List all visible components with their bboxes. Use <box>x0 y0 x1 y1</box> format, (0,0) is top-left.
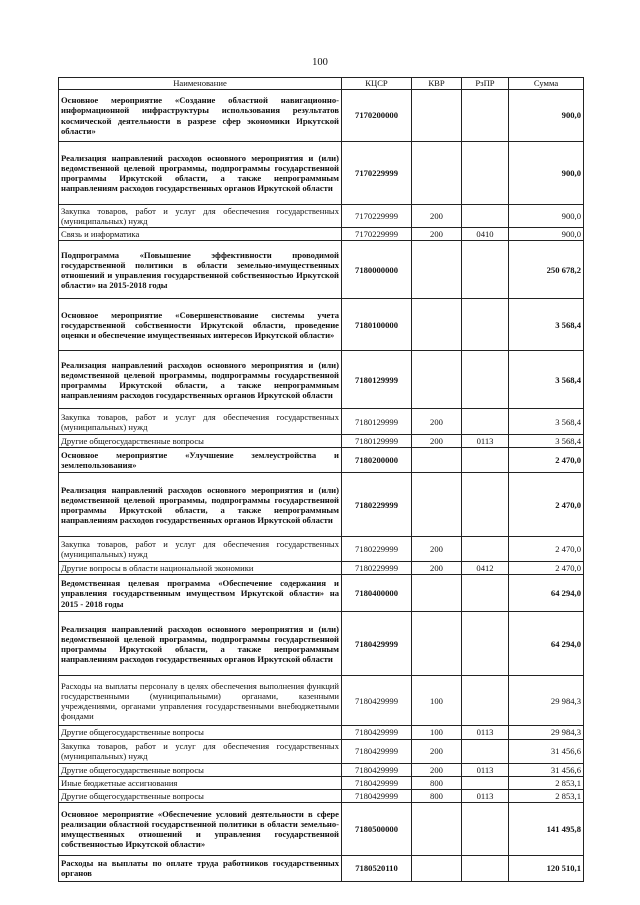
cell-sum: 2 853,1 <box>509 789 584 802</box>
cell-kvr <box>412 299 462 351</box>
cell-code: 7180429999 <box>342 776 412 789</box>
cell-name: Основное мероприятие «Обеспечение условий деятельности в сфере реализации областной государственной политики в области земельно-имущественных отношений и управления государственной собственностью Иркутской области» <box>59 802 342 855</box>
cell-name: Закупка товаров, работ и услуг для обеспечения государственных (муниципальных) нужд <box>59 537 342 562</box>
cell-kvr: 200 <box>412 228 462 241</box>
cell-rzpr <box>462 776 509 789</box>
cell-kvr <box>412 612 462 676</box>
cell-name: Реализация направлений расходов основного мероприятия и (или) ведомственной целевой программы, подпрограммы государственной программы Иркутской области, а также непрограммным направлениям расходов государственных органов Иркутской области <box>59 351 342 409</box>
table-row <box>59 802 584 855</box>
cell-kvr: 100 <box>412 726 462 739</box>
cell-sum: 900,0 <box>509 228 584 241</box>
column-header-code: КЦСР <box>342 78 412 90</box>
column-header-name: Наименование <box>59 78 342 90</box>
cell-name: Реализация направлений расходов основного мероприятия и (или) ведомственной целевой программы, подпрограммы государственной программы Иркутской области, а также непрограммным направлениям расходов государственных органов Иркутской области <box>59 142 342 205</box>
budget-table <box>58 77 584 882</box>
cell-code: 7180429999 <box>342 676 412 726</box>
cell-sum: 900,0 <box>509 90 584 142</box>
cell-name: Другие общегосударственные вопросы <box>59 789 342 802</box>
cell-sum: 900,0 <box>509 142 584 205</box>
cell-rzpr <box>462 676 509 726</box>
cell-rzpr <box>462 612 509 676</box>
cell-name: Подпрограмма «Повышение эффективности проводимой государственной политики в области земельно-имущественных отношений и управления государственной собственностью Иркутской области» на 2015-2018 годы <box>59 241 342 299</box>
cell-sum: 31 456,6 <box>509 739 584 763</box>
cell-rzpr <box>462 537 509 562</box>
cell-sum: 64 294,0 <box>509 612 584 676</box>
table-body <box>59 90 584 882</box>
cell-name: Другие вопросы в области национальной экономики <box>59 562 342 575</box>
cell-kvr <box>412 351 462 409</box>
cell-name: Реализация направлений расходов основного мероприятия и (или) ведомственной целевой программы, подпрограммы государственной программы Иркутской области, а также непрограммным направлениям расходов государственных органов Иркутской области <box>59 473 342 537</box>
column-header-kvr: КВР <box>412 78 462 90</box>
cell-rzpr <box>462 802 509 855</box>
cell-code: 7180000000 <box>342 241 412 299</box>
cell-sum: 250 678,2 <box>509 241 584 299</box>
cell-kvr: 200 <box>412 537 462 562</box>
table-row <box>59 90 584 142</box>
cell-rzpr <box>462 855 509 881</box>
cell-sum: 120 510,1 <box>509 855 584 881</box>
cell-kvr <box>412 241 462 299</box>
table-row <box>59 612 584 676</box>
cell-rzpr <box>462 448 509 473</box>
cell-name: Другие общегосударственные вопросы <box>59 435 342 448</box>
cell-rzpr: 0113 <box>462 763 509 776</box>
cell-kvr <box>412 142 462 205</box>
cell-rzpr <box>462 473 509 537</box>
table-row <box>59 789 584 802</box>
table-row <box>59 473 584 537</box>
cell-sum: 2 470,0 <box>509 448 584 473</box>
cell-code: 7180429999 <box>342 763 412 776</box>
cell-rzpr <box>462 575 509 612</box>
cell-code: 7180129999 <box>342 435 412 448</box>
cell-rzpr <box>462 205 509 228</box>
cell-name: Иные бюджетные ассигнования <box>59 776 342 789</box>
cell-kvr: 200 <box>412 562 462 575</box>
cell-kvr <box>412 473 462 537</box>
cell-name: Основное мероприятие «Совершенствование системы учета государственной собственности Иркутской области, проведение оценки и обеспечение имущественных интересов Иркутской области» <box>59 299 342 351</box>
cell-name: Закупка товаров, работ и услуг для обеспечения государственных (муниципальных) нужд <box>59 739 342 763</box>
cell-sum: 3 568,4 <box>509 409 584 435</box>
table-row <box>59 855 584 881</box>
cell-sum: 141 495,8 <box>509 802 584 855</box>
cell-code: 7180229999 <box>342 537 412 562</box>
table-row <box>59 299 584 351</box>
table-row <box>59 537 584 562</box>
table-row <box>59 776 584 789</box>
cell-rzpr: 0113 <box>462 789 509 802</box>
cell-name: Расходы на выплаты персоналу в целях обеспечения выполнения функций государственными (муниципальными) органами, казенными учреждениями, органами управления государственными внебюджетными фондами <box>59 676 342 726</box>
table-row <box>59 575 584 612</box>
cell-sum: 2 470,0 <box>509 562 584 575</box>
cell-kvr <box>412 575 462 612</box>
table-row <box>59 435 584 448</box>
cell-rzpr <box>462 142 509 205</box>
page-number: 100 <box>312 57 328 68</box>
cell-sum: 900,0 <box>509 205 584 228</box>
cell-sum: 2 853,1 <box>509 776 584 789</box>
cell-code: 7180400000 <box>342 575 412 612</box>
cell-code: 7170229999 <box>342 205 412 228</box>
cell-rzpr: 0113 <box>462 435 509 448</box>
cell-name: Реализация направлений расходов основного мероприятия и (или) ведомственной целевой программы, подпрограммы государственной программы Иркутской области, а также непрограммным направлениям расходов государственных органов Иркутской области <box>59 612 342 676</box>
cell-kvr: 200 <box>412 739 462 763</box>
cell-rzpr <box>462 299 509 351</box>
cell-sum: 31 456,6 <box>509 763 584 776</box>
cell-name: Связь и информатика <box>59 228 342 241</box>
cell-code: 7180520110 <box>342 855 412 881</box>
cell-sum: 2 470,0 <box>509 473 584 537</box>
cell-name: Закупка товаров, работ и услуг для обеспечения государственных (муниципальных) нужд <box>59 409 342 435</box>
cell-kvr: 200 <box>412 205 462 228</box>
cell-code: 7180429999 <box>342 726 412 739</box>
cell-name: Другие общегосударственные вопросы <box>59 726 342 739</box>
cell-rzpr: 0113 <box>462 726 509 739</box>
cell-name: Расходы на выплаты по оплате труда работников государственных органов <box>59 855 342 881</box>
cell-sum: 3 568,4 <box>509 351 584 409</box>
header-row <box>59 78 584 90</box>
table-row <box>59 448 584 473</box>
column-header-rzpr: РзПР <box>462 78 509 90</box>
cell-code: 7180429999 <box>342 739 412 763</box>
table-row <box>59 763 584 776</box>
cell-sum: 3 568,4 <box>509 435 584 448</box>
cell-kvr <box>412 802 462 855</box>
cell-name: Основное мероприятие «Улучшение землеустройства и землепользования» <box>59 448 342 473</box>
cell-kvr <box>412 448 462 473</box>
cell-code: 7180229999 <box>342 562 412 575</box>
cell-sum: 29 984,3 <box>509 676 584 726</box>
cell-rzpr <box>462 90 509 142</box>
cell-code: 7170229999 <box>342 142 412 205</box>
cell-sum: 29 984,3 <box>509 726 584 739</box>
cell-code: 7180129999 <box>342 409 412 435</box>
table-row <box>59 241 584 299</box>
cell-code: 7180429999 <box>342 612 412 676</box>
table-row <box>59 228 584 241</box>
cell-kvr: 200 <box>412 763 462 776</box>
table-row <box>59 562 584 575</box>
cell-code: 7180100000 <box>342 299 412 351</box>
cell-code: 7180500000 <box>342 802 412 855</box>
cell-kvr <box>412 855 462 881</box>
column-header-sum: Сумма <box>509 78 584 90</box>
cell-rzpr <box>462 409 509 435</box>
cell-sum: 3 568,4 <box>509 299 584 351</box>
cell-kvr: 200 <box>412 409 462 435</box>
table-row <box>59 409 584 435</box>
table-row <box>59 739 584 763</box>
cell-rzpr <box>462 739 509 763</box>
table-row <box>59 142 584 205</box>
cell-name: Ведомственная целевая программа «Обеспечение содержания и управления государственным имуществом Иркутской области» на 2015 - 2018 годы <box>59 575 342 612</box>
table-header <box>59 78 584 90</box>
cell-code: 7170200000 <box>342 90 412 142</box>
cell-kvr: 800 <box>412 776 462 789</box>
table-row <box>59 351 584 409</box>
cell-name: Закупка товаров, работ и услуг для обеспечения государственных (муниципальных) нужд <box>59 205 342 228</box>
cell-code: 7180229999 <box>342 473 412 537</box>
cell-kvr: 100 <box>412 676 462 726</box>
cell-name: Основное мероприятие «Создание областной навигационно-информационной инфраструктуры использования результатов космической деятельности в разрезе сфер экономики Иркутской области» <box>59 90 342 142</box>
table-row <box>59 676 584 726</box>
cell-sum: 64 294,0 <box>509 575 584 612</box>
cell-code: 7180429999 <box>342 789 412 802</box>
table-row <box>59 726 584 739</box>
cell-code: 7180129999 <box>342 351 412 409</box>
cell-name: Другие общегосударственные вопросы <box>59 763 342 776</box>
table-row <box>59 205 584 228</box>
cell-code: 7180200000 <box>342 448 412 473</box>
cell-rzpr <box>462 241 509 299</box>
cell-kvr <box>412 90 462 142</box>
cell-sum: 2 470,0 <box>509 537 584 562</box>
cell-rzpr: 0412 <box>462 562 509 575</box>
cell-rzpr <box>462 351 509 409</box>
cell-kvr: 200 <box>412 435 462 448</box>
cell-rzpr: 0410 <box>462 228 509 241</box>
cell-code: 7170229999 <box>342 228 412 241</box>
cell-kvr: 800 <box>412 789 462 802</box>
